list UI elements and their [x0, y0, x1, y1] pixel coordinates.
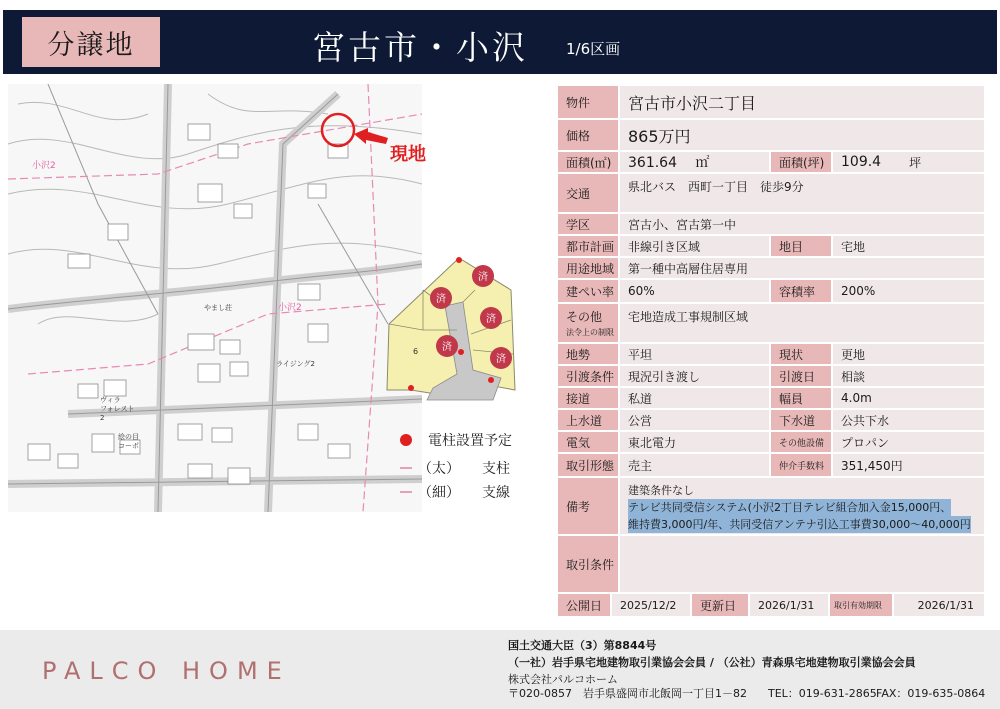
delivery-date-value: 相談 [833, 366, 986, 388]
coverage-label: 建ぺい率 [558, 280, 620, 304]
far-label: 容積率 [771, 280, 833, 304]
other-facilities-label: その他設備 [771, 432, 833, 454]
header [0, 0, 1000, 75]
company-fax: FAX：019-635-0864 [876, 687, 986, 700]
table-row [558, 152, 986, 174]
transport-label: 交通 [558, 174, 620, 214]
other-restrictions-label: その他 法令上の制限 [558, 304, 620, 344]
company-tel: TEL：019-631-2865 [768, 687, 877, 700]
legend-thick: （太） 支柱 [400, 458, 510, 478]
school-label: 学区 [558, 214, 620, 236]
lot-count: 1/6区画 [566, 40, 621, 58]
place-label: ライジング2 [276, 360, 315, 368]
remarks-value: 建築条件なし テレビ共同受信システム(小沢2丁目テレビ組合加入金15,000円、 維持費3,000円/年、共同受信アンテナ引込工事費30,000～40,000円 [620, 478, 986, 536]
place-label: 絵の目 [118, 433, 139, 441]
water-label: 上水道 [558, 410, 620, 432]
place-label: 2 [100, 414, 105, 422]
district-label: 小沢2 [278, 303, 302, 313]
zoning-value: 第一種中高層住居専用 [620, 258, 986, 280]
footer [0, 630, 1000, 709]
table-row [558, 120, 986, 152]
line-icon [400, 491, 412, 493]
table-row [558, 280, 986, 304]
sold-mark: 済 [436, 294, 446, 305]
valid-value: 2026/1/31 [894, 594, 986, 618]
sold-mark: 済 [442, 342, 452, 353]
sold-mark: 済 [496, 354, 506, 365]
city-plan-label: 都市計画 [558, 236, 620, 258]
table-row [558, 366, 986, 388]
electric-value: 東北電力 [620, 432, 771, 454]
table-row [558, 86, 986, 120]
city-plan-value: 非線引き区域 [620, 236, 771, 258]
trade-type-value: 売主 [620, 454, 771, 478]
road-width-label: 幅員 [771, 388, 833, 410]
area-m2-label: 面積(㎡) [558, 152, 620, 174]
far-value: 200% [833, 280, 986, 304]
area-m2-value: 361.64 ㎡ [620, 152, 771, 174]
property-label: 物件 [558, 86, 620, 120]
trade-type-label: 取引形態 [558, 454, 620, 478]
published-label: 公開日 [558, 594, 612, 618]
table-row [558, 536, 986, 594]
table-row [558, 236, 986, 258]
category-badge: 分譲地 [22, 17, 160, 67]
fee-label: 仲介手数料 [771, 454, 833, 478]
sewer-label: 下水道 [771, 410, 833, 432]
table-row [558, 478, 986, 536]
lot-diagram [383, 250, 543, 410]
brand-logo: PALCO HOME [42, 657, 291, 685]
water-value: 公営 [620, 410, 771, 432]
published-value: 2025/12/2 [612, 594, 692, 618]
conditions-value [620, 536, 986, 594]
sold-mark: 済 [486, 314, 496, 325]
electric-label: 電気 [558, 432, 620, 454]
conditions-label: 取引条件 [558, 536, 620, 594]
delivery-date-label: 引渡日 [771, 366, 833, 388]
area-map [8, 84, 422, 512]
delivery-value: 現況引き渡し [620, 366, 771, 388]
table-row [558, 214, 986, 236]
place-label: ヴィラ [100, 396, 121, 404]
table-row [558, 304, 986, 344]
site-label: 現地 [390, 144, 426, 165]
table-row [558, 388, 986, 410]
transport-value: 県北バス 西町一丁目 徒歩9分 [620, 174, 986, 214]
road-width-value: 4.0m [833, 388, 986, 410]
property-value: 宮古市小沢二丁目 [620, 86, 986, 120]
legend-thin: （細） 支線 [400, 482, 510, 502]
road-label: 接道 [558, 388, 620, 410]
table-row [558, 174, 986, 214]
land-category-label: 地目 [771, 236, 833, 258]
place-label: やまし荘 [204, 304, 232, 312]
page-title: 宮古市・小沢 [312, 28, 528, 67]
table-row [558, 594, 986, 618]
updated-label: 更新日 [692, 594, 750, 618]
sold-mark: 済 [478, 272, 488, 283]
table-row [558, 432, 986, 454]
lot-number: 6 [413, 347, 419, 356]
pole-dot-icon [400, 434, 412, 446]
legend-pole: 電柱設置予定 [400, 430, 512, 450]
area-tsubo-value: 109.4 坪 [833, 152, 986, 174]
other-restrictions-value: 宅地造成工事規制区域 [620, 304, 986, 344]
status-value: 更地 [833, 344, 986, 366]
zoning-label: 用途地域 [558, 258, 620, 280]
line-icon [400, 467, 412, 469]
status-label: 現状 [771, 344, 833, 366]
other-facilities-value: プロパン [833, 432, 986, 454]
valid-label: 取引有効期限 [830, 594, 894, 618]
associations-text: （一社）岩手県宅地建物取引業協会会員 / （公社）青森県宅地建物取引業協会会員 [508, 656, 916, 669]
place-label: フォレスト [100, 405, 135, 413]
price-value: 865万円 [620, 120, 986, 152]
terrain-label: 地勢 [558, 344, 620, 366]
license-text: 国土交通大臣（3）第8844号 [508, 639, 657, 652]
table-row [558, 410, 986, 432]
company-name: 株式会社パルコホーム [508, 673, 618, 686]
table-row [558, 454, 986, 478]
road-value: 私道 [620, 388, 771, 410]
school-value: 宮古小、宮古第一中 [620, 214, 986, 236]
company-address: 〒020-0857 岩手県盛岡市北飯岡一丁目1－82 [508, 687, 747, 700]
place-label: コーポ [118, 442, 139, 450]
land-category-value: 宅地 [833, 236, 986, 258]
table-row [558, 258, 986, 280]
table-row [558, 344, 986, 366]
fee-value: 351,450円 [833, 454, 986, 478]
remarks-label: 備考 [558, 478, 620, 536]
coverage-value: 60% [620, 280, 771, 304]
terrain-value: 平坦 [620, 344, 771, 366]
price-label: 価格 [558, 120, 620, 152]
delivery-label: 引渡条件 [558, 366, 620, 388]
sewer-value: 公共下水 [833, 410, 986, 432]
district-label: 小沢2 [32, 161, 56, 171]
area-tsubo-label: 面積(坪) [771, 152, 833, 174]
updated-value: 2026/1/31 [750, 594, 830, 618]
